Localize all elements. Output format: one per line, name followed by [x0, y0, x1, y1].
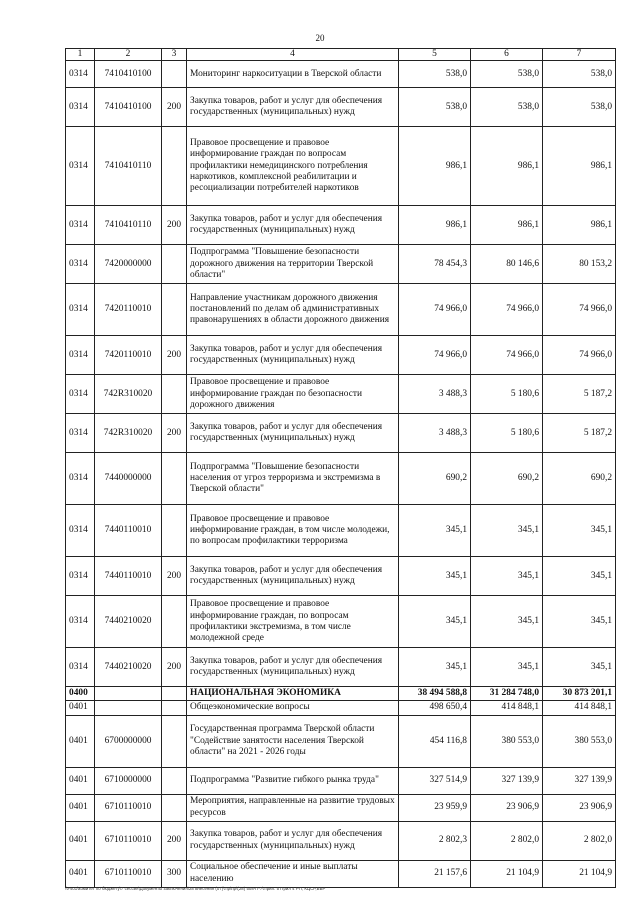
target-article-cell: 6710000000 [95, 767, 162, 794]
table-row [66, 557, 616, 596]
header-cell: 1 [66, 49, 95, 61]
target-article-cell: 7420110010 [95, 284, 162, 336]
section-code-cell: 0314 [66, 284, 95, 336]
table-row [66, 794, 616, 821]
expense-type-cell [162, 61, 187, 88]
table-header-row [66, 49, 616, 61]
table-row [66, 701, 616, 715]
section-code-cell: 0314 [66, 375, 95, 414]
amount-year1-cell: 345,1 [399, 505, 471, 557]
description-cell: Закупка товаров, работ и услуг для обеспечения государственных (муниципальных) нужд [187, 206, 399, 245]
expense-type-cell: 200 [162, 206, 187, 245]
amount-year3-cell: 74 966,0 [543, 336, 616, 375]
table-row [66, 88, 616, 127]
section-code-cell: 0401 [66, 701, 95, 715]
amount-year1-cell: 78 454,3 [399, 245, 471, 284]
amount-year3-cell: 986,1 [543, 127, 616, 206]
header-cell: 6 [471, 49, 543, 61]
amount-year3-cell: 23 906,9 [543, 794, 616, 821]
header-cell: 5 [399, 49, 471, 61]
expense-type-cell: 200 [162, 414, 187, 453]
table-row [66, 284, 616, 336]
description-cell: Общеэкономические вопросы [187, 701, 399, 715]
table-row [66, 687, 616, 701]
amount-year3-cell: 5 187,2 [543, 375, 616, 414]
section-code-cell: 0401 [66, 794, 95, 821]
page-number: 20 [315, 33, 325, 43]
amount-year3-cell: 345,1 [543, 648, 616, 687]
amount-year1-cell: 538,0 [399, 88, 471, 127]
target-article-cell: 7440000000 [95, 453, 162, 505]
header-cell: 2 [95, 49, 162, 61]
section-code-cell: 0401 [66, 767, 95, 794]
section-code-cell: 0314 [66, 648, 95, 687]
expense-type-cell [162, 767, 187, 794]
description-cell: Закупка товаров, работ и услуг для обеспечения государственных (муниципальных) нужд [187, 336, 399, 375]
table-row [66, 375, 616, 414]
amount-year3-cell: 327 139,9 [543, 767, 616, 794]
amount-year2-cell: 345,1 [471, 648, 543, 687]
amount-year2-cell: 80 146,6 [471, 245, 543, 284]
amount-year2-cell: 5 180,6 [471, 414, 543, 453]
target-article-cell: 742R310020 [95, 414, 162, 453]
description-cell: Правовое просвещение и правовое информирование граждан по вопросам профилактики немедицинского потребления наркотиков, комплексной реабилитации и ресоциализации потребителей наркотиков [187, 127, 399, 206]
amount-year3-cell: 2 802,0 [543, 821, 616, 860]
description-cell: Мониторинг наркоситуации в Тверской области [187, 61, 399, 88]
amount-year1-cell: 38 494 588,8 [399, 687, 471, 701]
amount-year2-cell: 31 284 748,0 [471, 687, 543, 701]
header-cell: 7 [543, 49, 616, 61]
target-article-cell: 7420000000 [95, 245, 162, 284]
amount-year1-cell: 74 966,0 [399, 284, 471, 336]
section-code-cell: 0314 [66, 453, 95, 505]
target-article-cell: 6710110010 [95, 860, 162, 887]
expense-type-cell [162, 687, 187, 701]
target-article-cell [95, 687, 162, 701]
amount-year3-cell: 538,0 [543, 61, 616, 88]
target-article-cell [95, 701, 162, 715]
amount-year1-cell: 3 488,3 [399, 375, 471, 414]
target-article-cell: 7420110010 [95, 336, 162, 375]
expense-type-cell: 200 [162, 557, 187, 596]
amount-year2-cell: 345,1 [471, 557, 543, 596]
description-cell: Правовое просвещение и правовое информирование граждан, в том числе молодежи, по вопросам профилактики терроризма [187, 505, 399, 557]
amount-year3-cell: 380 553,0 [543, 715, 616, 767]
table-row [66, 414, 616, 453]
target-article-cell: 7410410100 [95, 88, 162, 127]
description-cell: Закупка товаров, работ и услуг для обеспечения государственных (муниципальных) нужд [187, 648, 399, 687]
amount-year2-cell: 21 104,9 [471, 860, 543, 887]
table-row [66, 860, 616, 887]
target-article-cell: 7440210020 [95, 596, 162, 648]
amount-year3-cell: 345,1 [543, 557, 616, 596]
amount-year2-cell: 690,2 [471, 453, 543, 505]
amount-year1-cell: 23 959,9 [399, 794, 471, 821]
amount-year1-cell: 74 966,0 [399, 336, 471, 375]
amount-year2-cell: 986,1 [471, 206, 543, 245]
expense-type-cell [162, 596, 187, 648]
amount-year2-cell: 23 906,9 [471, 794, 543, 821]
table-row [66, 648, 616, 687]
section-code-cell: 0314 [66, 61, 95, 88]
target-article-cell: 7410410110 [95, 127, 162, 206]
target-article-cell: 7440110010 [95, 557, 162, 596]
section-code-cell: 0400 [66, 687, 95, 701]
amount-year3-cell: 21 104,9 [543, 860, 616, 887]
budget-table [65, 48, 616, 888]
amount-year2-cell: 538,0 [471, 88, 543, 127]
section-code-cell: 0401 [66, 715, 95, 767]
amount-year1-cell: 345,1 [399, 648, 471, 687]
table-row [66, 245, 616, 284]
expense-type-cell [162, 453, 187, 505]
target-article-cell: 6710110010 [95, 821, 162, 860]
table-row [66, 767, 616, 794]
section-code-cell: 0314 [66, 557, 95, 596]
header-cell: 4 [187, 49, 399, 61]
amount-year3-cell: 80 153,2 [543, 245, 616, 284]
amount-year3-cell: 345,1 [543, 505, 616, 557]
amount-year1-cell: 3 488,3 [399, 414, 471, 453]
expense-type-cell [162, 701, 187, 715]
amount-year3-cell: 690,2 [543, 453, 616, 505]
description-cell: Правовое просвещение и правовое информирование граждан, по вопросам профилактики экстремизма, в том числе молодежной среде [187, 596, 399, 648]
amount-year2-cell: 345,1 [471, 505, 543, 557]
amount-year2-cell: 414 848,1 [471, 701, 543, 715]
amount-year2-cell: 5 180,6 [471, 375, 543, 414]
amount-year3-cell: 414 848,1 [543, 701, 616, 715]
description-cell: Подпрограмма "Повышение безопасности населения от угроз терроризма и экстремизма в Тверской области" [187, 453, 399, 505]
description-cell: Правовое просвещение и правовое информирование граждан по безопасности дорожного движения [187, 375, 399, 414]
expense-type-cell: 200 [162, 88, 187, 127]
target-article-cell: 742R310020 [95, 375, 162, 414]
amount-year1-cell: 345,1 [399, 557, 471, 596]
section-code-cell: 0314 [66, 127, 95, 206]
target-article-cell: 7410410100 [95, 61, 162, 88]
expense-type-cell [162, 127, 187, 206]
amount-year1-cell: 986,1 [399, 206, 471, 245]
expense-type-cell [162, 715, 187, 767]
amount-year2-cell: 380 553,0 [471, 715, 543, 767]
table-row [66, 821, 616, 860]
description-cell: Закупка товаров, работ и услуг для обеспечения государственных (муниципальных) нужд [187, 414, 399, 453]
amount-year3-cell: 538,0 [543, 88, 616, 127]
description-cell: Государственная программа Тверской области "Содействие занятости населения Тверской области" на 2021 - 2026 годы [187, 715, 399, 767]
description-cell: НАЦИОНАЛЬНАЯ ЭКОНОМИКА [187, 687, 399, 701]
target-article-cell: 7440210020 [95, 648, 162, 687]
section-code-cell: 0314 [66, 414, 95, 453]
target-article-cell: 6710110010 [95, 794, 162, 821]
expense-type-cell: 200 [162, 821, 187, 860]
table-row [66, 61, 616, 88]
file-path-footer: \\Fs01\комитет по бюджету\7 сессия\Документы заключения\28 внесения (07)\Пр\пр\(28) 508-П-7\Прил. 5 Прил 4 РП, КЦСР,ВВР [65, 886, 326, 891]
table-row [66, 505, 616, 557]
amount-year3-cell: 5 187,2 [543, 414, 616, 453]
amount-year2-cell: 2 802,0 [471, 821, 543, 860]
amount-year2-cell: 345,1 [471, 596, 543, 648]
amount-year1-cell: 498 650,4 [399, 701, 471, 715]
description-cell: Направление участникам дорожного движения постановлений по делам об административных правонарушениях в области дорожного движения [187, 284, 399, 336]
header-cell: 3 [162, 49, 187, 61]
amount-year2-cell: 538,0 [471, 61, 543, 88]
table-row [66, 453, 616, 505]
amount-year2-cell: 327 139,9 [471, 767, 543, 794]
table-row [66, 596, 616, 648]
section-code-cell: 0401 [66, 821, 95, 860]
table-row [66, 127, 616, 206]
description-cell: Мероприятия, направленные на развитие трудовых ресурсов [187, 794, 399, 821]
amount-year2-cell: 74 966,0 [471, 336, 543, 375]
description-cell: Подпрограмма "Развитие гибкого рынка труда" [187, 767, 399, 794]
description-cell: Закупка товаров, работ и услуг для обеспечения государственных (муниципальных) нужд [187, 88, 399, 127]
amount-year1-cell: 327 514,9 [399, 767, 471, 794]
amount-year3-cell: 345,1 [543, 596, 616, 648]
expense-type-cell: 300 [162, 860, 187, 887]
expense-type-cell [162, 794, 187, 821]
amount-year1-cell: 454 116,8 [399, 715, 471, 767]
table-row [66, 715, 616, 767]
amount-year1-cell: 21 157,6 [399, 860, 471, 887]
target-article-cell: 6700000000 [95, 715, 162, 767]
section-code-cell: 0401 [66, 860, 95, 887]
section-code-cell: 0314 [66, 206, 95, 245]
amount-year3-cell: 986,1 [543, 206, 616, 245]
section-code-cell: 0314 [66, 88, 95, 127]
amount-year2-cell: 74 966,0 [471, 284, 543, 336]
table-row [66, 336, 616, 375]
section-code-cell: 0314 [66, 505, 95, 557]
description-cell: Закупка товаров, работ и услуг для обеспечения государственных (муниципальных) нужд [187, 821, 399, 860]
amount-year2-cell: 986,1 [471, 127, 543, 206]
target-article-cell: 7440110010 [95, 505, 162, 557]
section-code-cell: 0314 [66, 245, 95, 284]
expense-type-cell [162, 245, 187, 284]
expense-type-cell [162, 375, 187, 414]
amount-year1-cell: 2 802,3 [399, 821, 471, 860]
section-code-cell: 0314 [66, 336, 95, 375]
amount-year1-cell: 538,0 [399, 61, 471, 88]
amount-year1-cell: 690,2 [399, 453, 471, 505]
amount-year3-cell: 74 966,0 [543, 284, 616, 336]
table-row [66, 206, 616, 245]
description-cell: Социальное обеспечение и иные выплаты населению [187, 860, 399, 887]
description-cell: Подпрограмма "Повышение безопасности дорожного движения на территории Тверской области" [187, 245, 399, 284]
section-code-cell: 0314 [66, 596, 95, 648]
expense-type-cell: 200 [162, 336, 187, 375]
expense-type-cell [162, 284, 187, 336]
amount-year1-cell: 345,1 [399, 596, 471, 648]
amount-year3-cell: 30 873 201,1 [543, 687, 616, 701]
expense-type-cell [162, 505, 187, 557]
expense-type-cell: 200 [162, 648, 187, 687]
amount-year1-cell: 986,1 [399, 127, 471, 206]
target-article-cell: 7410410110 [95, 206, 162, 245]
description-cell: Закупка товаров, работ и услуг для обеспечения государственных (муниципальных) нужд [187, 557, 399, 596]
